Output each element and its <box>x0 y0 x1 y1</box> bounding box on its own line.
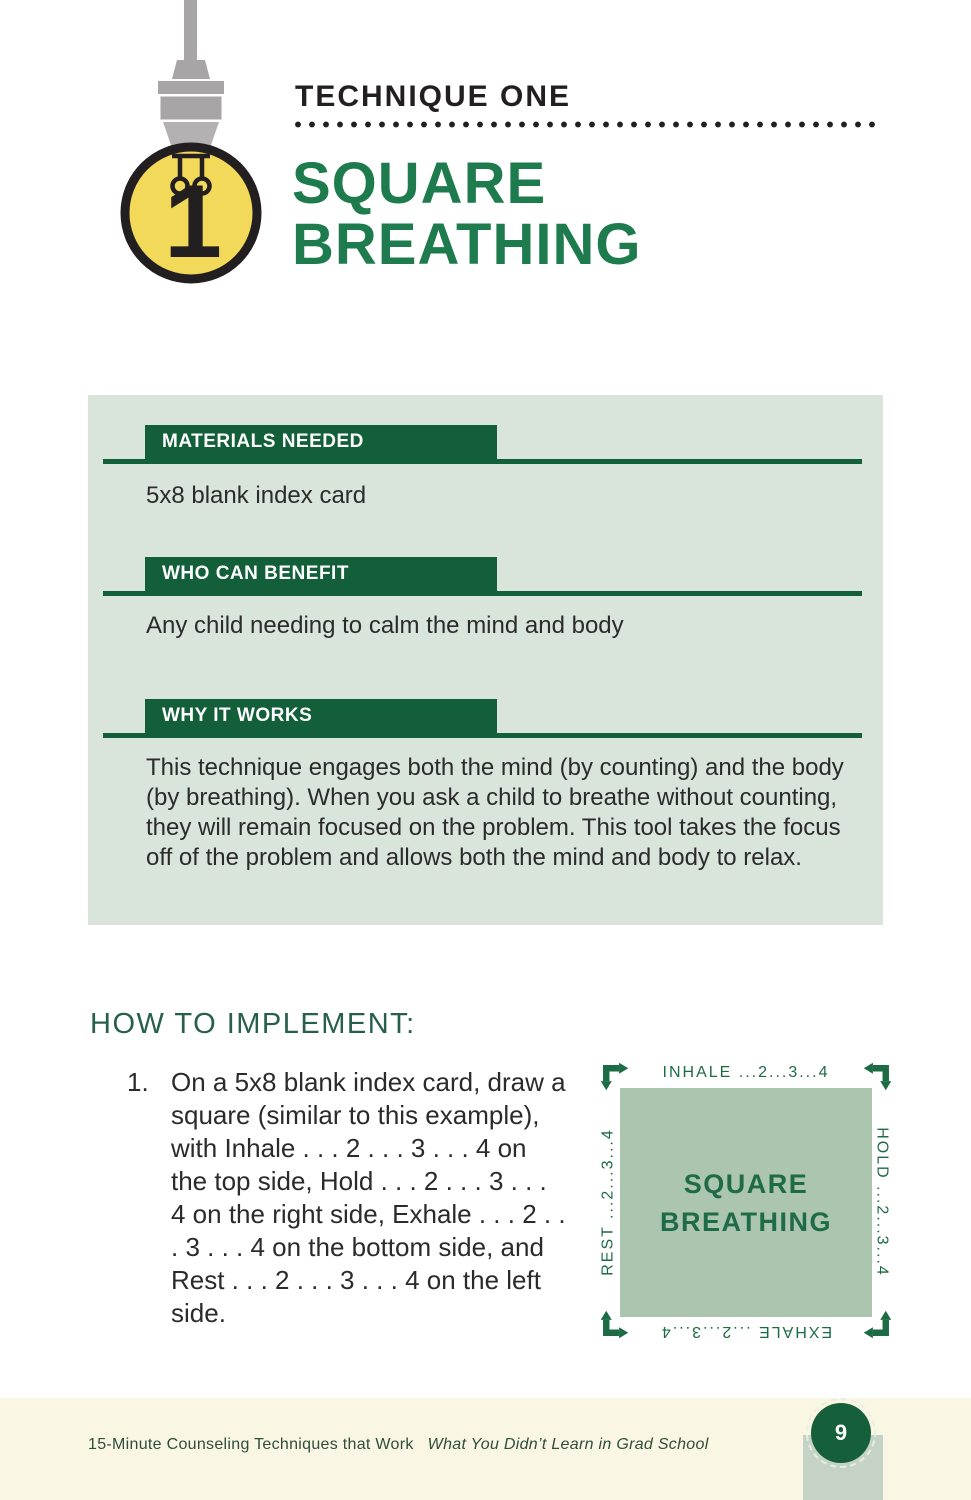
corner-arrow-top-left-icon <box>598 1060 631 1093</box>
corner-arrow-bottom-right-icon <box>861 1308 894 1341</box>
breathing-square-label-line1: SQUARE <box>683 1168 809 1199</box>
step-number: 1. <box>127 1067 149 1097</box>
footer-book-title: 15-Minute Counseling Techniques that Work <box>88 1436 414 1453</box>
section-heading-why: WHY IT WORKS <box>145 699 497 733</box>
lightbulb-icon <box>118 0 268 295</box>
rest-label: REST ...2...3...4 <box>599 1128 617 1276</box>
section-rule <box>103 459 862 464</box>
section-body-benefit: Any child needing to calm the mind and body <box>146 612 624 639</box>
section-body-materials: 5x8 blank index card <box>146 482 367 509</box>
page-title-line2: BREATHING <box>292 212 642 277</box>
corner-arrow-bottom-left-icon <box>598 1308 631 1341</box>
section-rule <box>103 591 862 596</box>
section-heading-materials: MATERIALS NEEDED <box>145 425 497 459</box>
section-heading-benefit: WHO CAN BENEFIT <box>145 557 497 591</box>
step-text: On a 5x8 blank index card, draw a square (similar to this example), with Inhale . . . 2 . . . 3 . . . 4 on the top side, Hold . . . 2 . . . 3 . . . 4 on the right side, Exhale . . . 2 . . . 3 . . . 4 on the bottom side, and Rest . . . 2 . . . 3 . . . 4 on the left side. <box>171 1067 566 1328</box>
dotted-divider <box>295 121 883 128</box>
breathing-square-label <box>660 1165 832 1241</box>
hold-label: HOLD ...2...3...4 <box>873 1127 891 1277</box>
section-rule <box>103 733 862 738</box>
exhale-label: EXHALE ...2...3...4 <box>659 1323 833 1340</box>
section-body-why: This technique engages both the mind (by counting) and the body (by breathing). When you ask a child to breathe without counting, they will remain focused on the problem. This tool takes the focus off of the problem and allows both the mind and body to relax. <box>146 754 844 871</box>
inhale-label: INHALE ...2...3...4 <box>662 1064 830 1081</box>
footer-text <box>88 1436 709 1454</box>
corner-arrow-top-right-icon <box>861 1060 894 1093</box>
info-box <box>88 395 883 925</box>
bulb-number: 1 <box>164 164 222 280</box>
breathing-square <box>620 1088 872 1317</box>
page-title <box>292 153 641 275</box>
technique-label: TECHNIQUE ONE <box>295 80 572 113</box>
how-to-heading: HOW TO IMPLEMENT: <box>90 1008 416 1040</box>
breathing-square-label-line2: BREATHING <box>660 1206 832 1237</box>
square-breathing-diagram <box>595 1055 900 1355</box>
page-number-badge <box>811 1403 871 1463</box>
page-number: 9 <box>834 1420 848 1445</box>
page-title-line1: SQUARE <box>292 151 547 216</box>
footer-book-subtitle: What You Didn’t Learn in Grad School <box>427 1436 709 1453</box>
